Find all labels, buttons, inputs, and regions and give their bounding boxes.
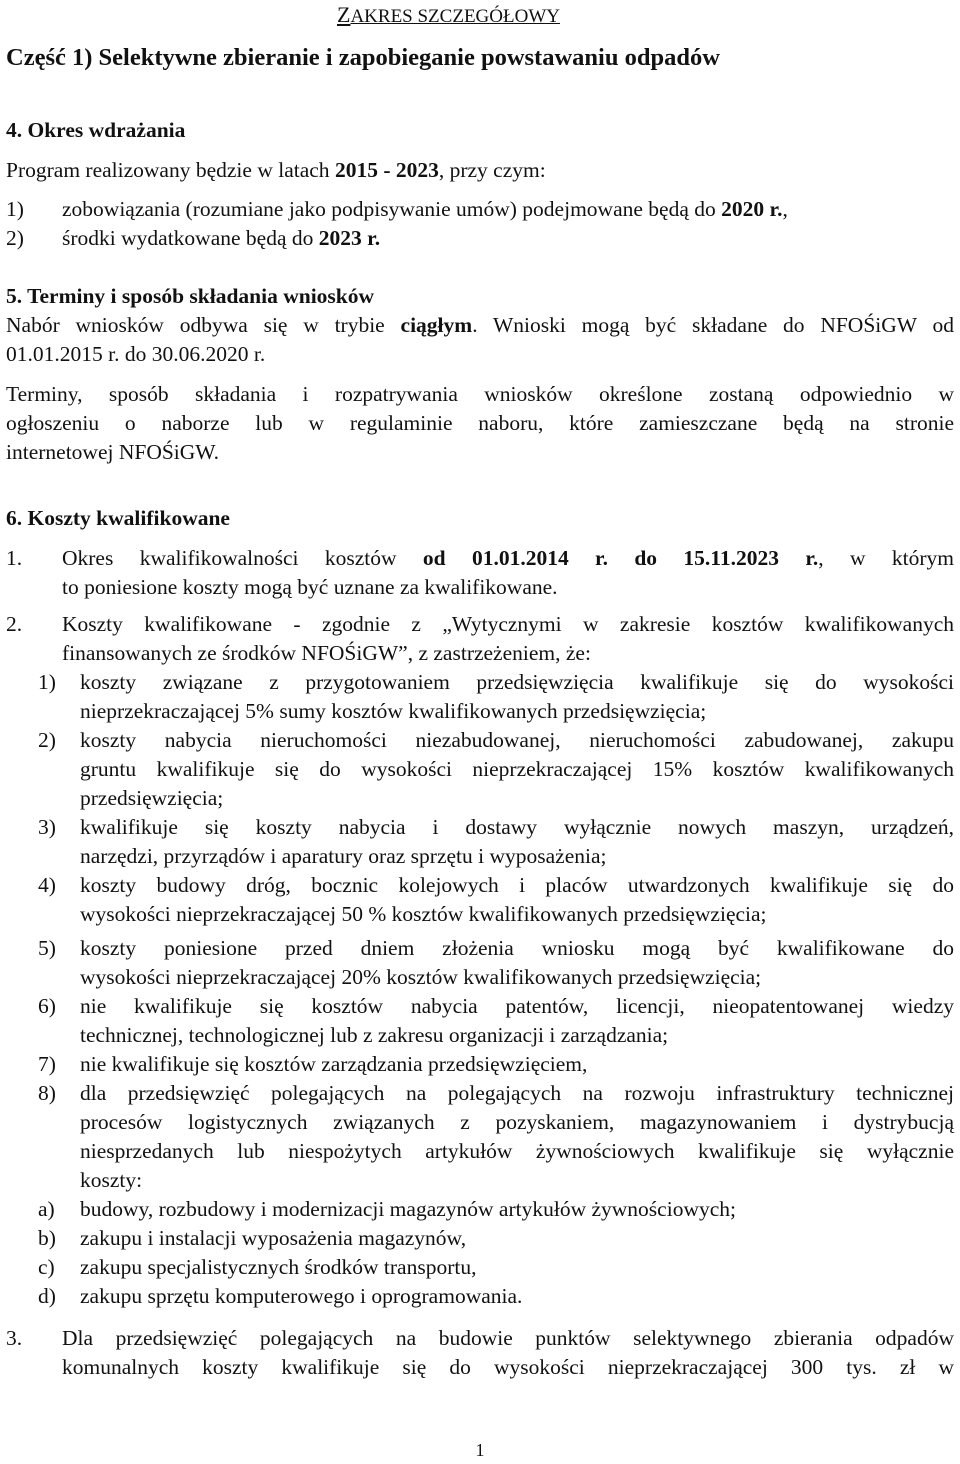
- sub-item-8-num: 8): [38, 1081, 56, 1105]
- sub-item-6-line-1: nie kwalifikuje się kosztów nabycia patentów, licencji, nieopatentowanej wiedzy: [80, 994, 954, 1018]
- section-6-item-2-num: 2.: [6, 612, 23, 636]
- section-5-para-2-line-2: ogłoszeniu o naborze lub w regulaminie naboru, które zamieszczane będą na stronie: [6, 411, 954, 435]
- section-5-para-1-line-2: 01.01.2015 r. do 30.06.2020 r.: [6, 342, 266, 366]
- sub-item-2-num: 2): [38, 728, 56, 752]
- section-6-item-3-num: 3.: [6, 1326, 23, 1350]
- sub-item-2-line-2: gruntu kwalifikuje się do wysokości nieprzekraczającej 15% kosztów kwalifikowanych: [80, 757, 954, 781]
- letter-item-a-num: a): [38, 1197, 55, 1221]
- section-4-item-1: zobowiązania (rozumiane jako podpisywanie umów) podejmowane będą do 2020 r.,: [62, 197, 788, 221]
- section-5-heading: 5. Terminy i sposób składania wniosków: [6, 284, 375, 308]
- sub-item-2-line-3: przedsięwzięcia;: [80, 786, 224, 810]
- section-5-para-1-line-1: Nabór wniosków odbywa się w trybie ciągłym. Wnioski mogą być składane do NFOŚiGW od: [6, 313, 954, 337]
- letter-item-d-num: d): [38, 1284, 56, 1308]
- sub-item-7-num: 7): [38, 1052, 56, 1076]
- section-4-intro: Program realizowany będzie w latach 2015 - 2023, przy czym:: [6, 158, 546, 182]
- section-5-para-2-line-1: Terminy, sposób składania i rozpatrywania wniosków określone zostaną odpowiednio w: [6, 382, 954, 406]
- section-4-item-1-num: 1): [6, 197, 24, 221]
- section-4-item-2: środki wydatkowane będą do 2023 r.: [62, 226, 381, 250]
- section-4-heading: 4. Okres wdrażania: [6, 118, 186, 142]
- letter-item-a: budowy, rozbudowy i modernizacji magazynów artykułów żywnościowych;: [80, 1197, 736, 1221]
- section-6-item-3-line-2: komunalnych koszty kwalifikuje się do wysokości nieprzekraczającej 300 tys. zł w: [62, 1355, 954, 1379]
- part-heading: Część 1) Selektywne zbieranie i zapobieganie powstawaniu odpadów: [6, 44, 720, 71]
- sub-item-5-num: 5): [38, 936, 56, 960]
- sub-item-8-line-4: koszty:: [80, 1168, 143, 1192]
- sub-item-2-line-1: koszty nabycia nieruchomości niezabudowanej, nieruchomości zabudowanej, zakupu: [80, 728, 954, 752]
- letter-item-c: zakupu specjalistycznych środków transportu,: [80, 1255, 477, 1279]
- sub-item-3-num: 3): [38, 815, 56, 839]
- sub-item-5-line-2: wysokości nieprzekraczającej 20% kosztów kwalifikowanych przedsięwzięcia;: [80, 965, 762, 989]
- sub-item-4-line-2: wysokości nieprzekraczającej 50 % kosztów kwalifikowanych przedsięwzięcia;: [80, 902, 767, 926]
- sub-item-6-num: 6): [38, 994, 56, 1018]
- sub-item-5-line-1: koszty poniesione przed dniem złożenia wniosku mogą być kwalifikowane do: [80, 936, 954, 960]
- sub-item-1-num: 1): [38, 670, 56, 694]
- sub-item-8-line-3: niesprzedanych lub niespożytych artykułów żywnościowych kwalifikuje się wyłącznie: [80, 1139, 954, 1163]
- sub-item-4-num: 4): [38, 873, 56, 897]
- sub-item-4-line-1: koszty budowy dróg, bocznic kolejowych i placów utwardzonych kwalifikuje się do: [80, 873, 954, 897]
- section-6-item-3-line-1: Dla przedsięwzięć polegających na budowie punktów selektywnego zbierania odpadów: [62, 1326, 954, 1350]
- sub-item-3-line-2: narzędzi, przyrządów i aparatury oraz sprzętu i wyposażenia;: [80, 844, 607, 868]
- page-number: 1: [475, 1440, 485, 1460]
- section-6-item-1-num: 1.: [6, 546, 23, 570]
- section-6-item-2-line-2: finansowanych ze środków NFOŚiGW”, z zastrzeżeniem, że:: [62, 641, 591, 665]
- sub-item-1-line-2: nieprzekraczającej 5% sumy kosztów kwalifikowanych przedsięwzięcia;: [80, 699, 707, 723]
- sub-item-3-line-1: kwalifikuje się koszty nabycia i dostawy wyłącznie nowych maszyn, urządzeń,: [80, 815, 954, 839]
- sub-item-1-line-1: koszty związane z przygotowaniem przedsięwzięcia kwalifikuje się do wysokości: [80, 670, 954, 694]
- letter-item-c-num: c): [38, 1255, 55, 1279]
- sub-item-8-line-1: dla przedsięwzięć polegających na polegających na rozwoju infrastruktury technicznej: [80, 1081, 954, 1105]
- section-6-item-2-line-1: Koszty kwalifikowane - zgodnie z „Wytycznymi w zakresie kosztów kwalifikowanych: [62, 612, 954, 636]
- letter-item-d: zakupu sprzętu komputerowego i oprogramowania.: [80, 1284, 523, 1308]
- section-6-item-1-line-1: Okres kwalifikowalności kosztów od 01.01.2014 r. do 15.11.2023 r., w którym: [62, 546, 954, 570]
- sub-item-6-line-2: technicznej, technologicznej lub z zakresu organizacji i zarządzania;: [80, 1023, 669, 1047]
- section-4-item-2-num: 2): [6, 226, 24, 250]
- letter-item-b: zakupu i instalacji wyposażenia magazynów,: [80, 1226, 467, 1250]
- section-5-para-2-line-3: internetowej NFOŚiGW.: [6, 440, 219, 464]
- sub-item-7-line-1: nie kwalifikuje się kosztów zarządzania przedsięwzięciem,: [80, 1052, 588, 1076]
- letter-item-b-num: b): [38, 1226, 56, 1250]
- sub-item-8-line-2: procesów logistycznych związanych z pozyskaniem, magazynowaniem i dystrybucją: [80, 1110, 954, 1134]
- document-title: ZAKRES SZCZEGÓŁOWY: [337, 2, 560, 27]
- section-6-item-1-line-2: to poniesione koszty mogą być uznane za kwalifikowane.: [62, 575, 558, 599]
- section-6-heading: 6. Koszty kwalifikowane: [6, 506, 230, 530]
